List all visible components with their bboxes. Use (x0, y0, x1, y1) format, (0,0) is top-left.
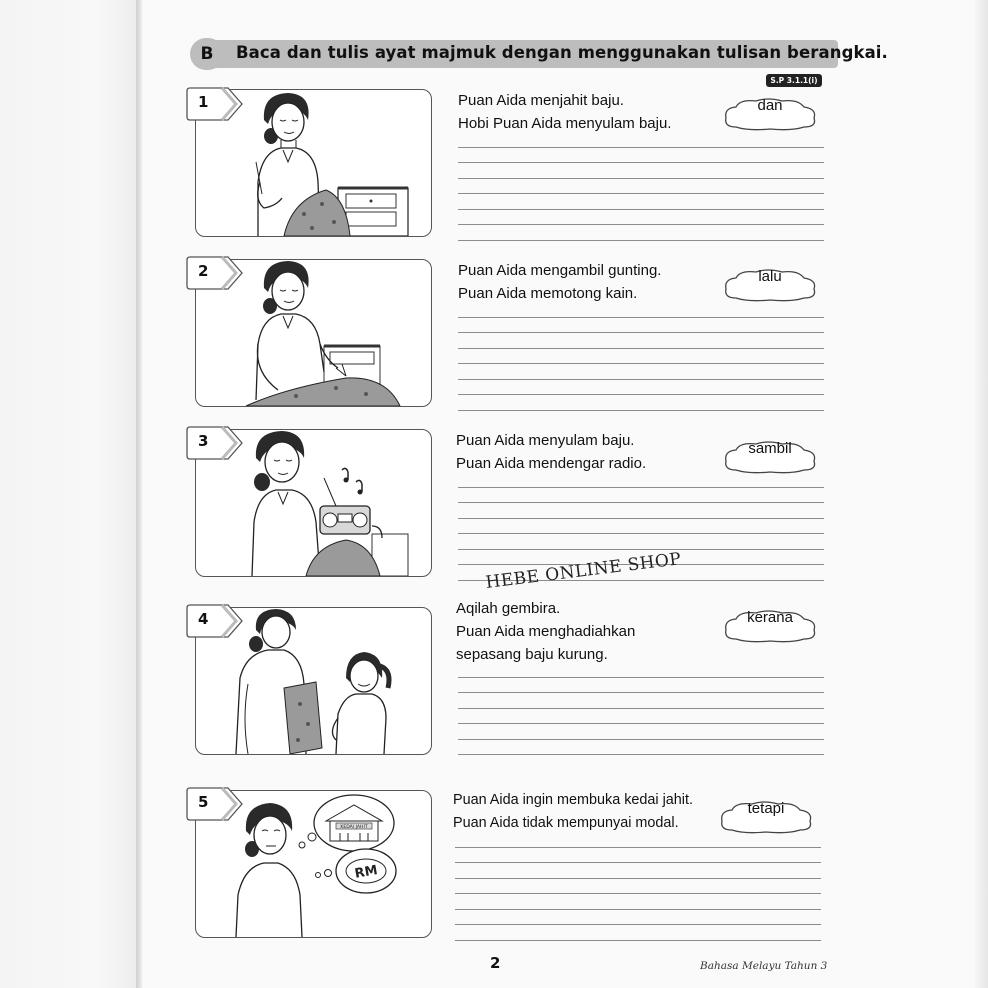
sentences (456, 597, 635, 666)
conjunction-word: tetapi (747, 800, 785, 817)
number-tab-icon (186, 87, 246, 121)
money-label: RM (353, 863, 379, 882)
sentence-3: sepasang baju kurung. (456, 646, 608, 663)
number-tab-icon (186, 256, 246, 290)
number-tab (186, 787, 242, 819)
conjunction-word: sambil (748, 440, 792, 457)
conjunction-word: lalu (758, 268, 782, 285)
instruction-text: Baca dan tulis ayat majmuk dengan menggunakan tulisan berangkai. (236, 43, 888, 62)
conjunction-cloud (722, 440, 818, 474)
writing-lines[interactable] (455, 832, 821, 941)
sentences (458, 89, 671, 135)
number-tab (186, 256, 242, 288)
watermark: HEBE ONLINE SHOP (484, 549, 683, 593)
sentence-2: Puan Aida menghadiahkan (456, 623, 636, 640)
conjunction-cloud (722, 97, 818, 131)
sentence-2: Puan Aida tidak mempunyai modal. (453, 815, 679, 831)
sentence-1: Puan Aida mengambil gunting. (458, 262, 662, 279)
conjunction-cloud (722, 609, 818, 643)
sentence-1: Puan Aida ingin membuka kedai jahit. (453, 792, 693, 808)
sp-tag: S.P 3.1.1(i) (766, 74, 822, 87)
page-number: 2 (490, 954, 501, 972)
number-tab (186, 604, 242, 636)
left-page-shade (0, 0, 140, 988)
writing-lines[interactable] (458, 132, 824, 241)
sentence-2: Puan Aida mendengar radio. (456, 455, 647, 472)
shop-sign: KEDAI JAHIT (340, 825, 368, 831)
sentence-2: Hobi Puan Aida menyulam baju. (458, 115, 672, 132)
sentences (458, 259, 661, 305)
sentence-2: Puan Aida memotong kain. (458, 285, 638, 302)
section-header (190, 38, 888, 70)
conjunction-cloud (722, 268, 818, 302)
conjunction-word: dan (757, 97, 783, 114)
sentence-1: Puan Aida menyulam baju. (456, 432, 635, 449)
number-tab-icon (186, 604, 246, 638)
exercise-number: 4 (198, 610, 209, 628)
writing-lines[interactable] (458, 662, 824, 755)
sentences (456, 429, 646, 475)
exercise-number: 5 (198, 793, 209, 811)
number-tab-icon (186, 426, 246, 460)
exercise-number: 2 (198, 262, 209, 280)
book-spine (136, 0, 142, 988)
number-tab (186, 87, 242, 119)
conjunction-word: kerana (747, 609, 793, 626)
exercise-number: 1 (198, 93, 209, 111)
right-page-edge (974, 0, 988, 988)
exercise-number: 3 (198, 432, 209, 450)
number-tab (186, 426, 242, 458)
sentences (453, 789, 693, 835)
sentence-1: Aqilah gembira. (456, 600, 561, 617)
writing-lines[interactable] (458, 302, 824, 411)
conjunction-cloud (718, 800, 814, 834)
number-tab-icon (186, 787, 246, 821)
book-title: Bahasa Melayu Tahun 3 (700, 960, 828, 972)
sentence-1: Puan Aida menjahit baju. (458, 92, 624, 109)
section-label: B (190, 38, 224, 70)
